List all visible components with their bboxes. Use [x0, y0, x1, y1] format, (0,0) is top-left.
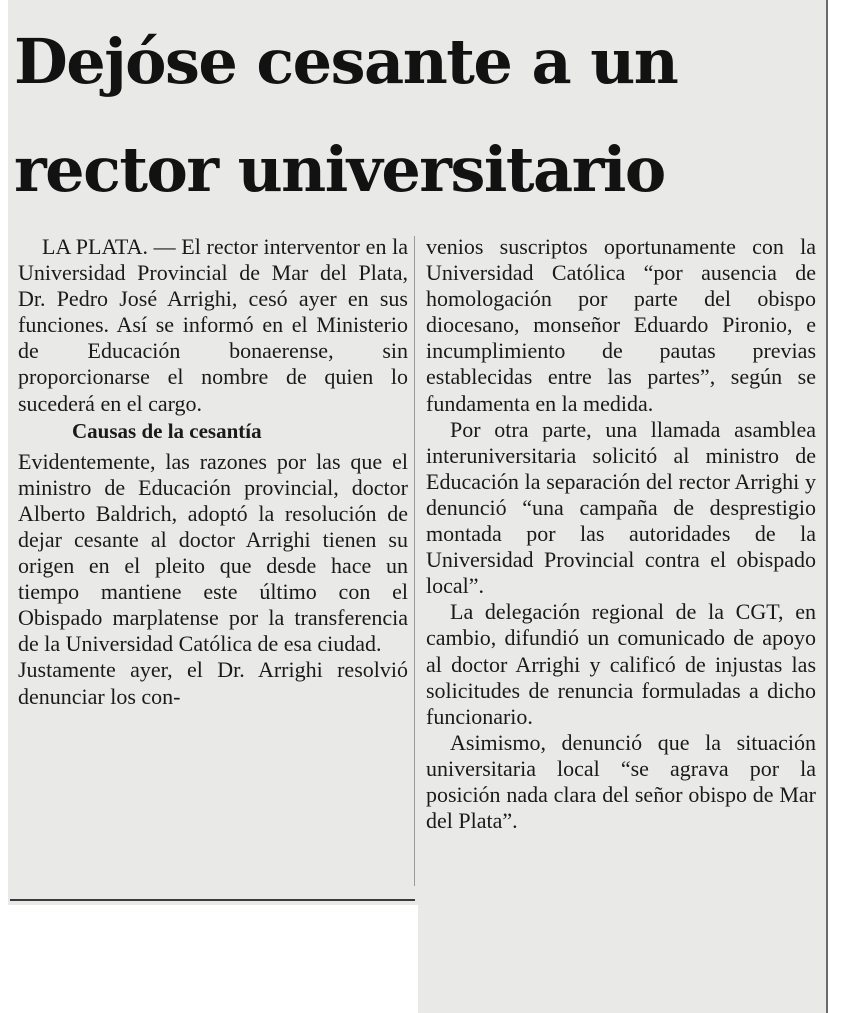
article-column-left — [18, 234, 408, 710]
column-bottom-rule — [10, 899, 415, 901]
subheading: Causas de la cesantía — [72, 418, 262, 443]
paragraph-situation: Asimismo, denunció que la situación universitaria local “se agrava por la posición nada clara del señor obispo de Mar del Plata”. — [426, 729, 816, 834]
column-divider — [414, 236, 415, 886]
paragraph-lead: LA PLATA. — El rector interventor en la Universidad Provincial de Mar del Plata, Dr. Pedro José Arrighi, cesó ayer en sus funciones. Así se informó en el Ministerio de Educación bonaerense, sin proporcionarse el nombre de quien lo sucederá en el cargo. — [18, 234, 408, 416]
paragraph-causes: Evidentemente, las razones por las que el ministro de Educación provincial, doctor Alberto Baldrich, adoptó la resolución de dejar cesante al doctor Arrighi tienen su origen en el pleito que desde hace un tiempo mantiene este último con el Obispado marplatense por la transferencia de la Universidad Católica de esa ciudad. — [18, 448, 408, 657]
article-column-right — [426, 234, 816, 834]
paragraph-assembly: Por otra parte, una llamada asamblea interuniversitaria solicitó al ministro de Educación la separación del rector Arrighi y denunció “una campaña de desprestigio montada por las autoridades de la Universidad Provincial contra el obispado local”. — [426, 416, 816, 599]
clipping-cut-edge — [8, 905, 418, 1013]
headline-line-2: rector universitario — [14, 133, 665, 206]
paragraph-yesterday: Justamente ayer, el Dr. Arrighi resolvió denunciar los con- — [18, 657, 408, 709]
paragraph-cgt: La delegación regional de la CGT, en cambio, difundió un comunicado de apoyo al doctor Arrighi y calificó de injustas las solicitudes de renuncia formuladas a dicho funcionario. — [426, 599, 816, 729]
headline — [14, 8, 814, 224]
headline-line-1: Dejóse cesante a un — [14, 25, 678, 98]
clipping-edge-line — [826, 0, 828, 1013]
paragraph-agreements: venios suscriptos oportunamente con la Universidad Católica “por ausencia de homologación por parte del obispo diocesano, monseñor Eduardo Pironio, e incumplimiento de pautas previas establecidas entre las partes”, según se fundamenta en la medida. — [426, 234, 816, 416]
